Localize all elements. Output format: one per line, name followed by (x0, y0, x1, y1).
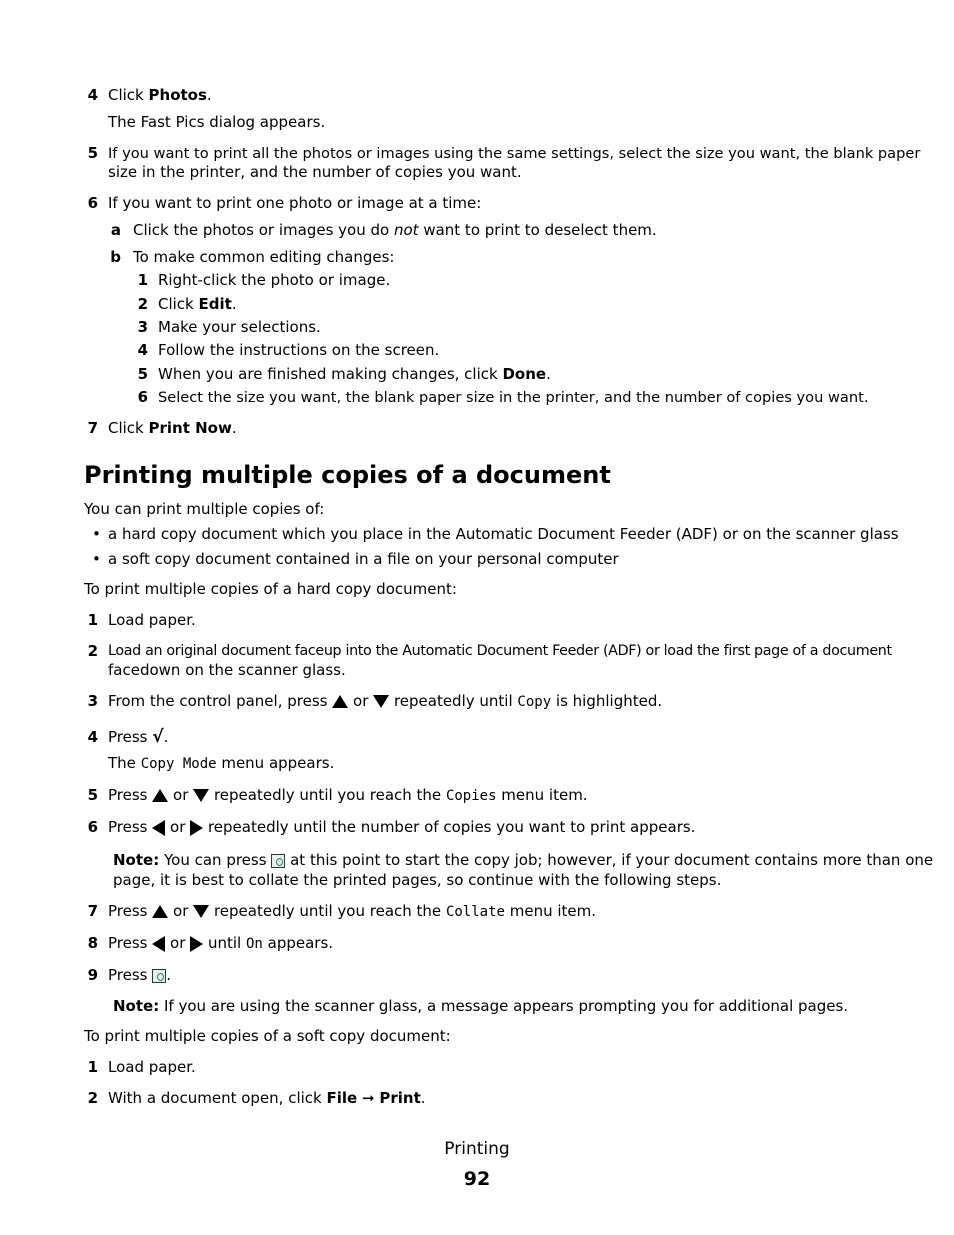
step-number: 6 (87, 194, 98, 212)
step-text: With a document open, click File ➞ Print. (108, 1089, 426, 1107)
edit-step-text: When you are finished making changes, click Done. (158, 365, 551, 383)
step-number: 3 (87, 692, 98, 710)
substep-letter: a (110, 221, 121, 239)
check-icon: √ (152, 727, 164, 747)
edit-step-number: 5 (137, 365, 148, 383)
left-arrow-icon (152, 936, 165, 952)
substep-letter: b (110, 248, 121, 266)
step-number: 1 (87, 611, 98, 629)
edit-step-text: Right-click the photo or image. (158, 271, 391, 289)
step-text: Press or repeatedly until you reach the Collate menu item. (108, 902, 597, 920)
note-text: page, it is best to collate the printed pages, so continue with the following steps. (113, 871, 722, 889)
step-text: Press . (108, 966, 172, 984)
edit-step-number: 2 (137, 295, 148, 313)
step-text: size in the printer, and the number of copies you want. (108, 163, 522, 181)
section-heading: Printing multiple copies of a document (84, 461, 611, 489)
edit-step-number: 4 (137, 341, 148, 359)
step-text: Load paper. (108, 611, 196, 629)
edit-step-text: Click Edit. (158, 295, 237, 313)
step-number: 1 (87, 1058, 98, 1076)
step-text: facedown on the scanner glass. (108, 661, 346, 679)
step-number: 8 (87, 934, 98, 952)
step-text: Click Photos. (108, 86, 212, 104)
step-number: 7 (87, 902, 98, 920)
substep-text: To make common editing changes: (133, 248, 395, 266)
step-number: 5 (87, 786, 98, 804)
down-arrow-icon (193, 905, 209, 918)
down-arrow-icon (193, 789, 209, 802)
step-text: Press or repeatedly until the number of copies you want to print appears. (108, 818, 696, 836)
footer-section-title: Printing (444, 1139, 510, 1159)
right-arrow-icon (190, 820, 203, 836)
bullet-item: a soft copy document contained in a file on your personal computer (108, 550, 619, 568)
step-number: 2 (87, 642, 98, 660)
step-text: Load an original document faceup into the Automatic Document Feeder (ADF) or load the first page of a document (108, 643, 892, 659)
up-arrow-icon (152, 905, 168, 918)
page-number: 92 (463, 1168, 491, 1190)
edit-step-number: 1 (137, 271, 148, 289)
step-number: 5 (87, 144, 98, 162)
hard-copy-intro: To print multiple copies of a hard copy document: (84, 580, 457, 598)
step-text: Press or until On appears. (108, 934, 334, 952)
soft-copy-intro: To print multiple copies of a soft copy document: (84, 1027, 451, 1045)
step-number: 4 (87, 86, 98, 104)
edit-step-text: Select the size you want, the blank paper size in the printer, and the number of copies you want. (158, 389, 869, 406)
substep-text: Click the photos or images you do not want to print to deselect them. (133, 221, 657, 239)
step-subtext: The Copy Mode menu appears. (108, 754, 335, 772)
start-button-icon (152, 969, 166, 983)
step-text: Press or repeatedly until you reach the Copies menu item. (108, 786, 588, 804)
step-number: 4 (87, 728, 98, 746)
step-text: From the control panel, press or repeatedly until Copy is highlighted. (108, 692, 663, 710)
note-text: Note: You can press at this point to start the copy job; however, if your document contains more than one (113, 851, 934, 869)
edit-step-text: Make your selections. (158, 318, 321, 336)
up-arrow-icon (152, 789, 168, 802)
step-text: If you want to print all the photos or images using the same settings, select the size you want, the blank paper (108, 145, 921, 162)
arrow-icon: ➞ (362, 1089, 375, 1107)
intro-text: You can print multiple copies of: (84, 500, 325, 518)
step-number: 9 (87, 966, 98, 984)
edit-step-number: 6 (137, 388, 148, 406)
down-arrow-icon (373, 695, 389, 708)
step-text: Press √. (108, 727, 169, 747)
step-text: Load paper. (108, 1058, 196, 1076)
bullet-glyph: • (92, 550, 101, 568)
start-button-icon (271, 854, 285, 868)
step-number: 7 (87, 419, 98, 437)
edit-step-number: 3 (137, 318, 148, 336)
step-number: 2 (87, 1089, 98, 1107)
bullet-glyph: • (92, 525, 101, 543)
step-text: If you want to print one photo or image at a time: (108, 194, 482, 212)
step-text: Click Print Now. (108, 419, 237, 437)
left-arrow-icon (152, 820, 165, 836)
note-text: Note: If you are using the scanner glass, a message appears prompting you for additional pages. (113, 997, 849, 1015)
step-subtext: The Fast Pics dialog appears. (108, 113, 326, 131)
edit-step-text: Follow the instructions on the screen. (158, 341, 440, 359)
bullet-item: a hard copy document which you place in the Automatic Document Feeder (ADF) or on the scanner glass (108, 525, 899, 543)
right-arrow-icon (190, 936, 203, 952)
step-number: 6 (87, 818, 98, 836)
up-arrow-icon (332, 695, 348, 708)
